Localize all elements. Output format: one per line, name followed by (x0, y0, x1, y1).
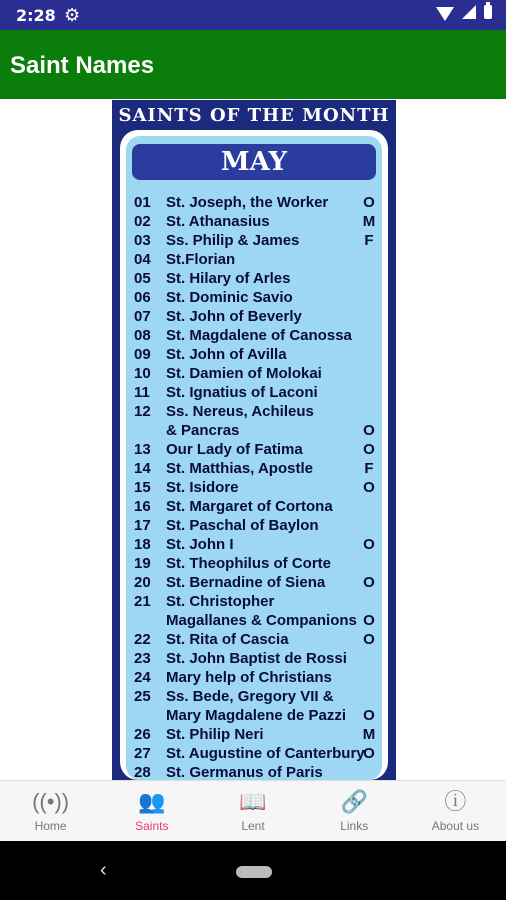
list-item (134, 517, 378, 536)
day-number: 23 (134, 650, 151, 667)
day-number: 16 (134, 498, 151, 515)
saint-name: St. John Baptist de Rossi (166, 650, 347, 667)
saint-name: Mary help of Christians (166, 669, 332, 686)
feast-rank: O (363, 631, 375, 648)
back-button[interactable]: ‹ (100, 859, 107, 881)
day-number: 11 (134, 384, 150, 401)
saint-name: St. John of Avilla (166, 346, 287, 363)
list-item (134, 346, 378, 365)
saint-name: St. Philip Neri (166, 726, 264, 743)
saints-list (134, 194, 378, 780)
home-button[interactable] (236, 866, 272, 878)
list-item (134, 327, 378, 346)
list-item (134, 479, 378, 498)
saint-name: St. Ignatius of Laconi (166, 384, 318, 401)
list-item (134, 593, 378, 612)
list-item (134, 422, 378, 441)
day-number: 02 (134, 213, 151, 230)
saint-name: St. Germanus of Paris (166, 764, 323, 780)
feast-rank: O (363, 612, 375, 629)
list-item (134, 726, 378, 745)
saint-name: St. Athanasius (166, 213, 270, 230)
saint-name: St. Bernadine of Siena (166, 574, 326, 591)
page-title: Saint Names (10, 52, 155, 79)
saint-name: St. Hilary of Arles (166, 270, 291, 287)
feast-rank: O (363, 441, 375, 458)
saints-panel[interactable] (112, 100, 396, 780)
saint-name: Mary Magdalene de Pazzi (166, 707, 347, 724)
tab-home[interactable] (0, 781, 101, 842)
day-number: 04 (134, 251, 151, 268)
saint-name: St. John I (166, 536, 234, 553)
bottom-navigation (0, 780, 506, 842)
saint-name: St. Joseph, the Worker (166, 194, 329, 211)
saint-name: St. Paschal of Baylon (166, 517, 319, 534)
feast-rank: F (364, 232, 374, 249)
feast-rank: O (363, 422, 375, 439)
tab-lent[interactable] (202, 781, 303, 842)
list-item (134, 213, 378, 232)
list-item (134, 707, 378, 726)
month-label: MAY (132, 144, 376, 180)
saints-icon: 👥 (138, 788, 166, 814)
day-number: 05 (134, 270, 151, 287)
list-item (134, 574, 378, 593)
saint-name: Our Lady of Fatima (166, 441, 303, 458)
tab-saints[interactable] (101, 781, 202, 842)
day-number: 08 (134, 327, 151, 344)
saint-name: Ss. Bede, Gregory VII & (166, 688, 334, 705)
list-item (134, 232, 378, 251)
tab-label: Saints (135, 818, 169, 833)
list-item (134, 536, 378, 555)
saints-sheet (126, 136, 382, 780)
list-item (134, 631, 378, 650)
info-icon: ⓘ (444, 788, 467, 814)
list-item (134, 745, 378, 764)
feast-rank: F (364, 460, 374, 477)
panel-header: SAINTS OF THE MONTH (118, 105, 390, 126)
list-item (134, 289, 378, 308)
saint-name: St. Christopher (166, 593, 275, 610)
wifi-icon (436, 7, 454, 21)
day-number: 01 (134, 194, 151, 211)
list-item (134, 460, 378, 479)
saint-name: St.Florian (166, 251, 236, 268)
gear-icon: ⚙ (64, 5, 81, 25)
day-number: 06 (134, 289, 151, 306)
feast-rank: O (363, 194, 375, 211)
list-item (134, 365, 378, 384)
saint-name: St. Rita of Cascia (166, 631, 289, 648)
day-number: 17 (134, 517, 151, 534)
tab-label: Lent (241, 818, 265, 833)
day-number: 28 (134, 764, 151, 780)
saint-name: St. Damien of Molokai (166, 365, 322, 382)
list-item (134, 650, 378, 669)
saint-name: St. Magdalene of Canossa (166, 327, 352, 344)
feast-rank: O (363, 536, 375, 553)
day-number: 26 (134, 726, 151, 743)
saint-name: St. Theophilus of Corte (166, 555, 331, 572)
list-item (134, 688, 378, 707)
list-item (134, 555, 378, 574)
tab-label: Home (34, 818, 67, 833)
status-icons (436, 5, 492, 19)
list-item (134, 498, 378, 517)
day-number: 15 (134, 479, 151, 496)
list-item (134, 669, 378, 688)
list-item (134, 764, 378, 780)
day-number: 25 (134, 688, 151, 705)
saint-name: & Pancras (166, 422, 240, 439)
feast-rank: O (363, 479, 375, 496)
day-number: 27 (134, 745, 151, 762)
day-number: 13 (134, 441, 151, 458)
day-number: 19 (134, 555, 151, 572)
day-number: 12 (134, 403, 151, 420)
app-bar (0, 30, 506, 99)
status-bar (0, 0, 506, 30)
list-item (134, 441, 378, 460)
link-icon: 🔗 (340, 788, 368, 814)
list-item (134, 270, 378, 289)
day-number: 22 (134, 631, 151, 648)
status-time: 2:28 (16, 6, 56, 25)
saint-name: Magallanes & Companions (166, 612, 357, 629)
saint-name: Ss. Nereus, Achileus (166, 403, 314, 420)
day-number: 18 (134, 536, 151, 553)
feast-rank: M (362, 726, 376, 743)
tab-links[interactable] (304, 781, 405, 842)
saint-name: Ss. Philip & James (166, 232, 300, 249)
list-item (134, 384, 378, 403)
day-number: 07 (134, 308, 151, 325)
saint-name: St. Isidore (166, 479, 239, 496)
day-number: 24 (134, 669, 151, 686)
book-icon: 📖 (239, 788, 267, 814)
day-number: 03 (134, 232, 151, 249)
list-item (134, 308, 378, 327)
feast-rank: O (363, 574, 375, 591)
list-item (134, 251, 378, 270)
day-number: 09 (134, 346, 151, 363)
feast-rank: O (363, 745, 375, 762)
radio-icon: ((•)) (32, 788, 70, 814)
tab-label: About us (431, 818, 480, 833)
list-item (134, 403, 378, 422)
panel-inner (120, 130, 388, 780)
saint-name: St. Augustine of Canterbury (166, 745, 365, 762)
list-item (134, 612, 378, 631)
day-number: 10 (134, 365, 151, 382)
day-number: 21 (134, 593, 151, 610)
tab-about-us[interactable] (405, 781, 506, 842)
list-item (134, 194, 378, 213)
feast-rank: O (363, 707, 375, 724)
saint-name: St. Margaret of Cortona (166, 498, 333, 515)
saint-name: St. Dominic Savio (166, 289, 293, 306)
saint-name: St. Matthias, Apostle (166, 460, 313, 477)
feast-rank: M (362, 213, 376, 230)
saint-name: St. John of Beverly (166, 308, 302, 325)
day-number: 20 (134, 574, 151, 591)
tab-label: Links (340, 818, 369, 833)
system-navigation-bar (0, 841, 506, 900)
battery-icon (484, 5, 492, 19)
day-number: 14 (134, 460, 151, 477)
signal-icon (462, 5, 476, 19)
